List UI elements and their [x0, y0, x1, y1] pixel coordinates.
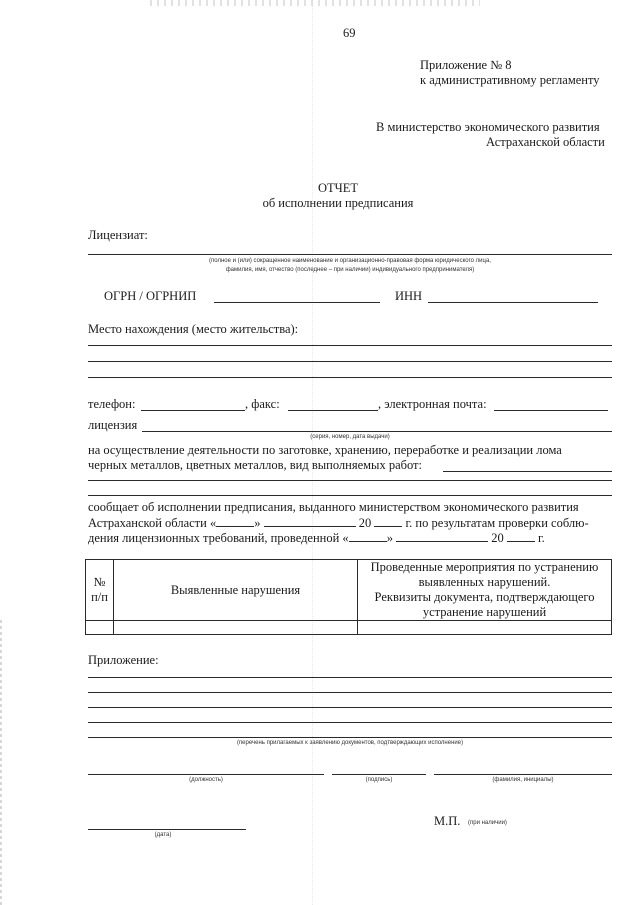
- name-field[interactable]: [434, 774, 612, 775]
- attachment-hint: (перечень прилагаемых к заявлению документов, подтверждающих исполнение): [236, 740, 464, 746]
- document-title: ОТЧЕТ: [317, 181, 359, 195]
- activity-field-line-1[interactable]: [443, 471, 612, 472]
- phone-field[interactable]: [141, 410, 245, 411]
- attachment-field-line-4[interactable]: [88, 722, 612, 723]
- activity-field-line-2[interactable]: [88, 480, 612, 481]
- activity-line-2: черных металлов, цветных металлов, вид выполняемых работ:: [88, 458, 422, 472]
- addressee-line-1: В министерство экономического развития: [376, 120, 600, 134]
- license-label: лицензия: [88, 418, 138, 432]
- table-row[interactable]: [86, 621, 612, 635]
- attachment-label: Приложение:: [88, 653, 159, 667]
- phone-label: телефон:: [88, 397, 136, 411]
- table-header-number: № п/п: [86, 560, 114, 621]
- report-line-3-text-b: »: [386, 531, 393, 545]
- report-month-field-1[interactable]: [264, 515, 356, 527]
- table-cell-number[interactable]: [86, 621, 114, 635]
- attachment-field-line-1[interactable]: [88, 677, 612, 678]
- location-field-line-2[interactable]: [88, 361, 612, 362]
- report-line-1: сообщает об исполнении предписания, выданного министерством экономического развития: [88, 500, 579, 514]
- fax-label: , факс:: [245, 397, 280, 411]
- location-field-line-1[interactable]: [88, 345, 612, 346]
- appendix-line-2: к административному регламенту: [420, 73, 600, 87]
- table-header-measures-line-3: Реквизиты документа, подтверждающего: [374, 590, 595, 604]
- document-subtitle: об исполнении предписания: [262, 196, 414, 210]
- position-field[interactable]: [88, 774, 324, 775]
- report-year-field-2[interactable]: [507, 530, 535, 542]
- report-day-field-2[interactable]: [349, 530, 387, 542]
- report-line-2-text-b: »: [254, 516, 261, 530]
- licensee-hint-1: (полное и (или) сокращенное наименование и организационно-правовая форма юридического лица,: [209, 258, 491, 264]
- signature-hint: (подпись): [365, 777, 393, 783]
- activity-field-line-3[interactable]: [88, 495, 612, 496]
- violations-table: [85, 559, 612, 635]
- date-hint: (дата): [154, 832, 172, 838]
- report-day-field-1[interactable]: [216, 515, 254, 527]
- email-field[interactable]: [494, 410, 608, 411]
- table-header-violations: Выявленные нарушения: [114, 560, 358, 621]
- licensee-hint-2: фамилия, имя, отчество (последнее – при наличии) индивидуального предпринимателя): [225, 267, 475, 273]
- license-field[interactable]: [142, 431, 612, 432]
- table-header-measures: [358, 560, 612, 621]
- report-line-3-text-a: дения лицензионных требований, проведенной «: [88, 531, 349, 545]
- report-line-2: [88, 515, 589, 531]
- report-line-3-year: 20: [491, 531, 504, 545]
- inn-label: ИНН: [395, 289, 423, 303]
- position-hint: (должность): [189, 777, 223, 783]
- report-line-2-text-d: г. по результатам проверки соблю-: [405, 516, 589, 530]
- report-month-field-2[interactable]: [396, 530, 488, 542]
- ogrn-label: ОГРН / ОГРНИП: [104, 289, 197, 303]
- attachment-field-line-5[interactable]: [88, 737, 612, 738]
- report-line-3-text-d: г.: [537, 531, 545, 545]
- table-header-measures-line-1: Проведенные мероприятия по устранению: [370, 560, 599, 574]
- licensee-field[interactable]: [88, 254, 612, 255]
- page-number: 69: [343, 26, 356, 40]
- report-line-2-text-a: Астраханской области «: [88, 516, 217, 530]
- appendix-line-1: Приложение № 8: [420, 58, 512, 72]
- report-line-2-year: 20: [358, 516, 372, 530]
- name-hint: (фамилия, инициалы): [492, 777, 554, 783]
- licensee-label: Лицензиат:: [88, 228, 148, 242]
- signature-field[interactable]: [332, 774, 426, 775]
- activity-line-1: на осуществление деятельности по заготовке, хранению, переработке и реализации лома: [88, 443, 562, 457]
- table-header-row: [86, 560, 612, 621]
- table-cell-violation[interactable]: [114, 621, 358, 635]
- inn-field[interactable]: [428, 302, 598, 303]
- table-header-measures-line-4: устранение нарушений: [422, 605, 547, 619]
- table-cell-measures[interactable]: [358, 621, 612, 635]
- scan-artifact-top: [150, 0, 480, 6]
- fax-field[interactable]: [288, 410, 378, 411]
- stamp-label: М.П.: [434, 814, 461, 828]
- attachment-field-line-2[interactable]: [88, 692, 612, 693]
- report-year-field-1[interactable]: [374, 515, 402, 527]
- ogrn-field[interactable]: [214, 302, 380, 303]
- location-field-line-3[interactable]: [88, 377, 612, 378]
- attachment-field-line-3[interactable]: [88, 707, 612, 708]
- license-hint: (серия, номер, дата выдачи): [310, 434, 390, 440]
- email-label: , электронная почта:: [378, 397, 487, 411]
- report-line-3: [88, 530, 545, 546]
- addressee-line-2: Астраханской области: [486, 135, 605, 149]
- stamp-hint: (при наличии): [468, 820, 507, 826]
- table-header-measures-line-2: выявленных нарушений.: [418, 575, 551, 589]
- date-field[interactable]: [88, 829, 246, 830]
- location-label: Место нахождения (место жительства):: [88, 322, 299, 336]
- scan-artifact-left: [0, 620, 2, 905]
